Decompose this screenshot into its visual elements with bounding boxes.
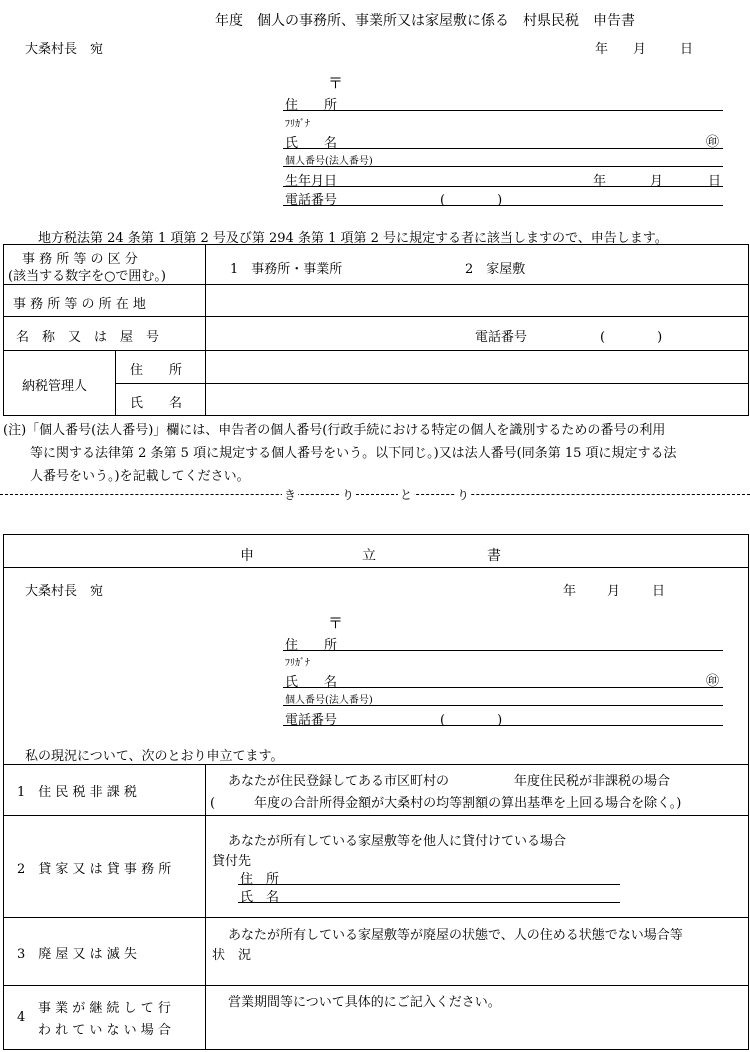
cut-char-2: り [342, 488, 355, 502]
date-year: 年 [595, 42, 609, 57]
statement-address-line[interactable] [283, 650, 723, 651]
birth-day: 日 [708, 174, 722, 189]
birth-line[interactable] [283, 186, 723, 187]
agent-name-label: 氏 名 [130, 396, 183, 411]
item-1-line-1: あなたが住民登録してある市区町村の 年度住民税が非課税の場合 [228, 774, 671, 789]
statement-date-month: 月 [607, 584, 621, 599]
item-2-label: 2 貸 家 又 は 貸 事 務 所 [17, 862, 172, 877]
statement-title-3: 書 [487, 548, 501, 564]
name-line[interactable] [283, 148, 723, 149]
option-office[interactable]: 1 事務所・事業所 [230, 262, 343, 277]
item-2-lender: 貸付先 [212, 854, 252, 869]
name-label: 氏 名 [285, 136, 338, 151]
cut-char-1: き [284, 488, 297, 502]
phone-line[interactable] [283, 205, 723, 206]
item-4-label-1: 事 業 が 継 続 し て 行 [38, 1001, 171, 1016]
statement-intro: 私の現況について、次のとおり申立てます。 [25, 749, 284, 764]
furigana-label: ﾌﾘｶﾞﾅ [285, 119, 310, 130]
statement-name-label: 氏 名 [285, 675, 338, 690]
statement-phone-parens: ( ) [440, 713, 503, 728]
option-house[interactable]: 2 家屋敷 [465, 262, 526, 277]
phone-label: 電話番号 [285, 193, 338, 208]
item-2-name-label: 氏 名 [240, 890, 280, 905]
note-line-1: (注)「個人番号(法人番号)」欄には、申告者の個人番号(行政手続における特定の個人を識別するための番号の利用 [3, 423, 666, 438]
declaration: 地方税法第 24 条第 1 項第 2 号及び第 294 条第 1 項第 2 号に規定する者に該当しますので、申告します。 [38, 231, 668, 246]
cut-line [0, 494, 750, 495]
agent-address-label: 住 所 [130, 363, 183, 378]
statement-date-day: 日 [652, 584, 666, 599]
cut-char-3: と [400, 488, 413, 502]
note-line-3: 人番号をいう。)を記載してください。 [30, 469, 250, 484]
statement-mynumber-label: 個人番号(法人番号) [285, 695, 373, 706]
shop-phone-label: 電話番号 [475, 330, 528, 345]
item-1-line-2: ( 年度の合計所得金額が大桑村の均等割額の算出基準を上回る場合を除く。) [210, 796, 682, 811]
item-2-line-1: あなたが所有している家屋敷等を他人に貸付けている場合 [228, 834, 567, 849]
birth-month: 月 [650, 174, 664, 189]
item-3-status: 状 況 [212, 948, 252, 963]
shop-phone-parens: ( ) [600, 330, 663, 345]
form-title: 年度 個人の事務所、事業所又は家屋敷に係る 村県民税 申告書 [215, 13, 635, 29]
item-3-label: 3 廃 屋 又 は 滅 失 [17, 947, 137, 962]
statement-name-line[interactable] [283, 687, 723, 688]
statement-seal-mark: ㊞ [706, 674, 720, 689]
item-4-num: 4 [17, 1010, 26, 1025]
item-2-name-line[interactable] [238, 902, 620, 903]
item-4-label-2: わ れ て い な い 場 合 [38, 1023, 171, 1038]
statement-furigana-label: ﾌﾘｶﾞﾅ [285, 658, 310, 669]
postal-mark: 〒 [328, 74, 344, 92]
shop-name-label: 名 称 又 は 屋 号 [16, 330, 160, 345]
birth-label: 生年月日 [285, 174, 338, 189]
mynumber-line[interactable] [283, 166, 723, 167]
addressee: 大桑村長 宛 [25, 42, 104, 57]
item-1-label: 1 住 民 税 非 課 税 [17, 785, 137, 800]
agent-label: 納税管理人 [22, 379, 88, 394]
statement-title-1: 申 [240, 548, 254, 564]
statement-postal-mark: 〒 [328, 614, 344, 632]
date-day: 日 [680, 42, 694, 57]
note-line-2: 等に関する法律第 2 条第 5 項に規定する個人番号をいう。以下同じ。)又は法人番号(同条第 15 項に規定する法 [30, 446, 677, 461]
cut-char-4: り [457, 488, 470, 502]
statement-date-year: 年 [563, 584, 577, 599]
statement-title-2: 立 [362, 548, 376, 564]
birth-year: 年 [593, 174, 607, 189]
item-2-address-line[interactable] [238, 884, 620, 885]
statement-address-label: 住 所 [285, 638, 338, 653]
statement-mynumber-line[interactable] [283, 705, 723, 706]
kubun-label: 事 務 所 等 の 区 分 [22, 252, 138, 267]
item-3-line-1: あなたが所有している家屋敷等が廃屋の状態で、人の住める状態でない場合等 [228, 928, 683, 943]
address-label: 住 所 [285, 98, 338, 113]
seal-mark: ㊞ [706, 135, 720, 150]
item-4-line-1: 営業期間等について具体的にご記入ください。 [228, 995, 501, 1010]
item-2-address-label: 住 所 [240, 872, 280, 887]
location-label: 事 務 所 等 の 所 在 地 [13, 297, 146, 312]
kubun-note: (該当する数字を○で囲む。) [8, 269, 166, 284]
phone-parens: ( ) [440, 193, 503, 208]
date-month: 月 [633, 42, 647, 57]
mynumber-label: 個人番号(法人番号) [285, 156, 373, 167]
address-line[interactable] [283, 110, 723, 111]
statement-phone-line[interactable] [283, 725, 723, 726]
statement-addressee: 大桑村長 宛 [25, 584, 104, 599]
statement-phone-label: 電話番号 [285, 713, 338, 728]
